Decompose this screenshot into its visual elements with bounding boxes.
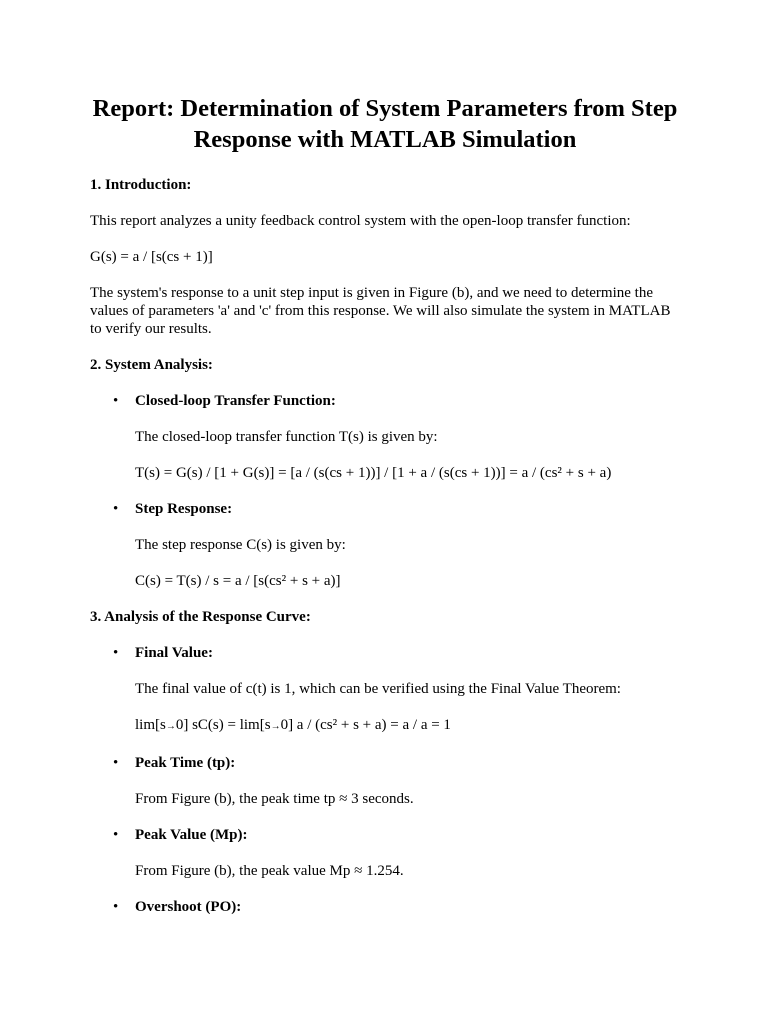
step-response-text: The step response C(s) is given by: (135, 537, 346, 553)
list-item (90, 500, 680, 590)
final-value-text: The final value of c(t) is 1, which can be verified using the Final Value Theorem: (135, 681, 621, 697)
peak-value-title: Peak Value (Mp): (135, 827, 248, 843)
peak-time-text: From Figure (b), the peak time tp ≈ 3 seconds. (135, 791, 414, 807)
final-value-eq-part1: lim[s (135, 717, 166, 733)
report-title: Report: Determination of System Parameters from Step Response with MATLAB Simulation (92, 95, 678, 153)
closed-loop-title: Closed-loop Transfer Function: (135, 393, 336, 409)
bullet-icon: • (113, 899, 119, 915)
final-value-equation (135, 716, 680, 736)
list-item (90, 392, 680, 482)
closed-loop-equation: T(s) = G(s) / [1 + G(s)] = [a / (s(cs + 1))] / [1 + a / (s(cs + 1))] = a / (cs² + s + a) (135, 465, 612, 481)
arrow-icon: → (165, 721, 176, 732)
closed-loop-text: The closed-loop transfer function T(s) is given by: (135, 429, 438, 445)
bullet-icon: • (113, 501, 119, 517)
final-value-eq-part3: 0] a / (cs² + s + a) = a / a = 1 (280, 717, 451, 733)
list-item (90, 754, 680, 808)
list-item (90, 644, 680, 736)
intro-paragraph-2: The system's response to a unit step input is given in Figure (b), and we need to determine the values of parameters 'a' and 'c' from this response. We will also simulate the system in MATLAB to verify our results. (90, 285, 671, 337)
document-page (90, 93, 680, 934)
bullet-icon: • (113, 755, 119, 771)
final-value-eq-part2: 0] sC(s) = lim[s (175, 717, 271, 733)
step-response-equation: C(s) = T(s) / s = a / [s(cs² + s + a)] (135, 573, 341, 589)
open-loop-equation: G(s) = a / [s(cs + 1)] (90, 249, 213, 265)
intro-paragraph-1: This report analyzes a unity feedback control system with the open-loop transfer function: (90, 213, 631, 229)
arrow-icon: → (270, 721, 281, 732)
overshoot-title: Overshoot (PO): (135, 899, 242, 915)
list-item (90, 826, 680, 880)
bullet-icon: • (113, 393, 119, 409)
peak-value-text: From Figure (b), the peak value Mp ≈ 1.254. (135, 863, 404, 879)
section-system-analysis-heading: 2. System Analysis: (90, 357, 213, 373)
step-response-title: Step Response: (135, 501, 233, 517)
list-item (90, 898, 680, 916)
bullet-icon: • (113, 827, 119, 843)
bullet-icon: • (113, 645, 119, 661)
final-value-title: Final Value: (135, 645, 213, 661)
section-introduction-heading: 1. Introduction: (90, 177, 192, 193)
section-response-curve-heading: 3. Analysis of the Response Curve: (90, 609, 311, 625)
peak-time-title: Peak Time (tp): (135, 755, 236, 771)
system-analysis-list (90, 392, 680, 590)
response-curve-list (90, 644, 680, 916)
